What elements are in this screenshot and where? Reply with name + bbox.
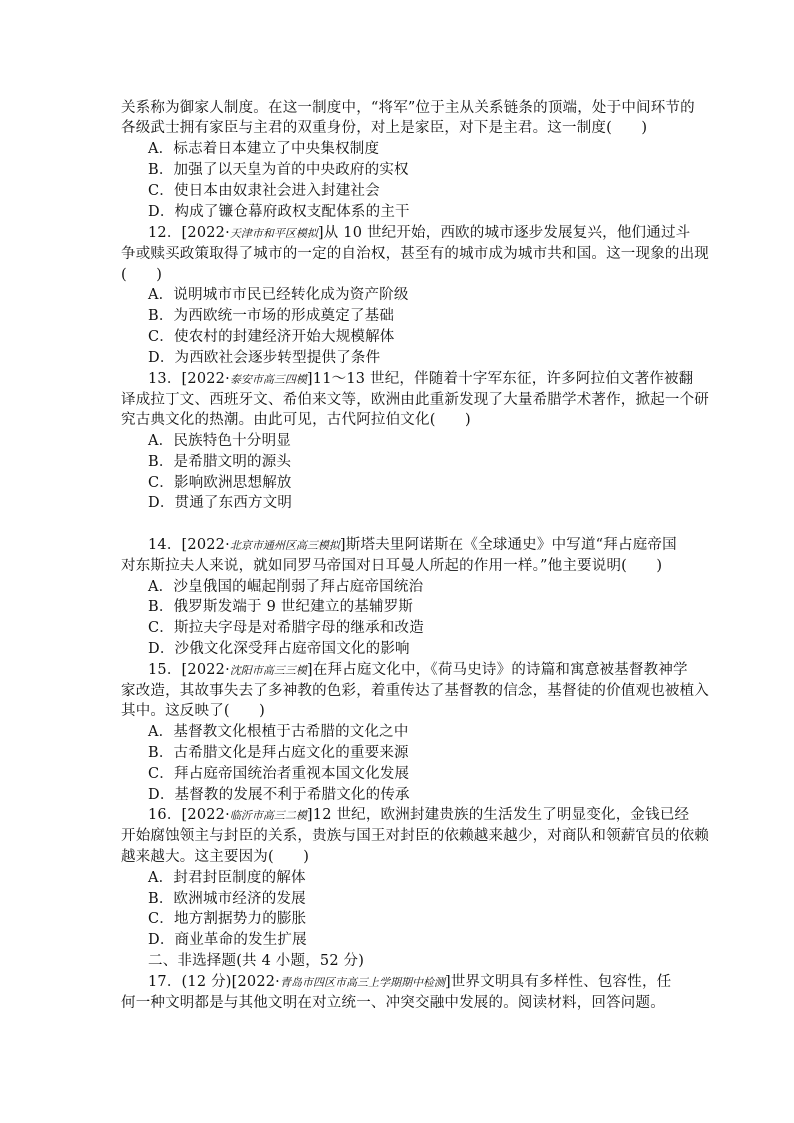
q11-option-c: C．使日本由奴隶社会进入封建社会	[148, 183, 380, 199]
q13-option-b: B．是希腊文明的源头	[148, 454, 292, 470]
q13-stem-line: 译成拉丁文、西班牙文、希伯来文等，欧洲由此重新发现了大量希腊学术著作，掀起一个研	[121, 392, 709, 408]
q13-option-c: C．影响欧洲思想解放	[148, 475, 292, 491]
question-number: 12．[2022·	[148, 225, 230, 241]
question-source: 泰安市高三四模	[229, 373, 307, 386]
q13-option-a: A．民族特色十分明显	[148, 433, 291, 449]
q17-stem-line	[148, 972, 671, 993]
question-number: 13．[2022·	[148, 371, 230, 387]
q13-stem-line: 究古典文化的热潮。由此可见，古代阿拉伯文化( )	[121, 412, 471, 428]
question-number: 15．[2022·	[148, 662, 230, 678]
question-number: 16．[2022·	[148, 807, 230, 823]
question-number: 17．(12 分)[2022·	[148, 974, 280, 990]
q12-stem-line: 争或赎买政策取得了城市的一定的自治权，甚至有的城市成为城市共和国。这一现象的出现	[121, 246, 709, 262]
q12-stem-line: ( )	[121, 267, 163, 283]
q14-option-c: C．斯拉夫字母是对希腊字母的继承和改造	[148, 620, 424, 636]
q12-option-b: B．为西欧统一市场的形成奠定了基础	[148, 308, 395, 324]
q14-option-d: D．沙俄文化深受拜占庭帝国文化的影响	[148, 641, 410, 657]
q14-option-b: B．俄罗斯发端于 9 世纪建立的基辅罗斯	[148, 599, 414, 615]
q13-stem-line	[148, 369, 693, 390]
q16-stem-line: 开始腐蚀领主与封臣的关系，贵族与国王对封臣的依赖越来越少，对商队和领薪官员的依赖	[121, 828, 709, 844]
q15-stem-line: 家改造，其故事失去了多神教的色彩，着重传达了基督教的信念，基督徒的价值观也被植入	[121, 683, 709, 699]
q14-stem-line	[148, 535, 677, 556]
question-stem: ]在拜占庭文化中，《荷马史诗》的诗篇和寓意被基督教神学	[306, 662, 688, 678]
q16-option-d: D．商业革命的发生扩展	[148, 932, 307, 948]
question-source: 沈阳市高三三模	[229, 664, 307, 677]
q15-stem-line	[148, 660, 688, 681]
q13-option-d: D．贯通了东西方文明	[148, 495, 293, 511]
q16-option-b: B．欧洲城市经济的发展	[148, 891, 306, 907]
q11-option-b: B．加强了以天皇为首的中央政府的实权	[148, 162, 409, 178]
q11-stem-line: 各级武士拥有家臣与主君的双重身份，对上是家臣，对下是主君。这一制度( )	[121, 120, 648, 136]
question-source: 天津市和平区模拟	[229, 227, 318, 240]
question-number: 14．[2022·	[148, 537, 230, 553]
q17-stem-line: 何一种文明都是与其他文明在对立统一、冲突交融中发展的。阅读材料，回答问题。	[121, 995, 665, 1011]
q11-option-d: D．构成了镰仓幕府政权支配体系的主干	[148, 204, 410, 220]
q15-stem-line: 其中。这反映了( )	[121, 703, 266, 719]
q12-option-d: D．为西欧社会逐步转型提供了条件	[148, 350, 381, 366]
question-stem: ]世界文明具有多样性、包容性，任	[445, 974, 672, 990]
q15-option-d: D．基督教的发展不利于希腊文化的传承	[148, 787, 410, 803]
q16-stem-line	[148, 805, 689, 826]
q14-stem-line: 对东斯拉夫人来说，就如同罗马帝国对日耳曼人所起的作用一样。”他主要说明( )	[121, 558, 663, 574]
question-stem: ]斯塔夫里阿诺斯在《全球通史》中写道“拜占庭帝国	[339, 537, 677, 553]
q16-option-a: A．封君封臣制度的解体	[148, 870, 306, 886]
q12-stem-line	[148, 223, 690, 244]
question-stem: ]从 10 世纪开始，西欧的城市逐步发展复兴，他们通过斗	[317, 225, 691, 241]
q11-option-a: A．标志着日本建立了中央集权制度	[148, 141, 380, 157]
question-source: 临沂市高三二模	[229, 809, 307, 822]
question-stem: ]11～13 世纪，伴随着十字军东征，许多阿拉伯文著作被翻	[306, 371, 694, 387]
question-source: 青岛市四区市高三上学期期中检测	[280, 976, 445, 989]
section-heading: 二、非选择题(共 4 小题，52 分)	[148, 953, 365, 969]
question-stem: ]12 世纪，欧洲封建贵族的生活发生了明显变化，金钱已经	[306, 807, 690, 823]
q11-stem-line: 关系称为御家人制度。在这一制度中，“将军”位于主从关系链条的顶端，处于中间环节的	[121, 100, 695, 116]
q12-option-a: A．说明城市市民已经转化成为资产阶级	[148, 287, 409, 303]
q15-option-c: C．拜占庭帝国统治者重视本国文化发展	[148, 766, 410, 782]
q14-option-a: A．沙皇俄国的崛起削弱了拜占庭帝国统治	[148, 579, 424, 595]
q15-option-b: B．古希腊文化是拜占庭文化的重要来源	[148, 745, 409, 761]
q16-option-c: C．地方割据势力的膨胀	[148, 911, 307, 927]
q12-option-c: C．使农村的封建经济开始大规模解体	[148, 329, 395, 345]
q16-stem-line: 越来越大。这主要因为( )	[121, 849, 310, 865]
q15-option-a: A．基督教文化根植于古希腊的文化之中	[148, 724, 409, 740]
question-source: 北京市通州区高三模拟	[229, 539, 340, 552]
